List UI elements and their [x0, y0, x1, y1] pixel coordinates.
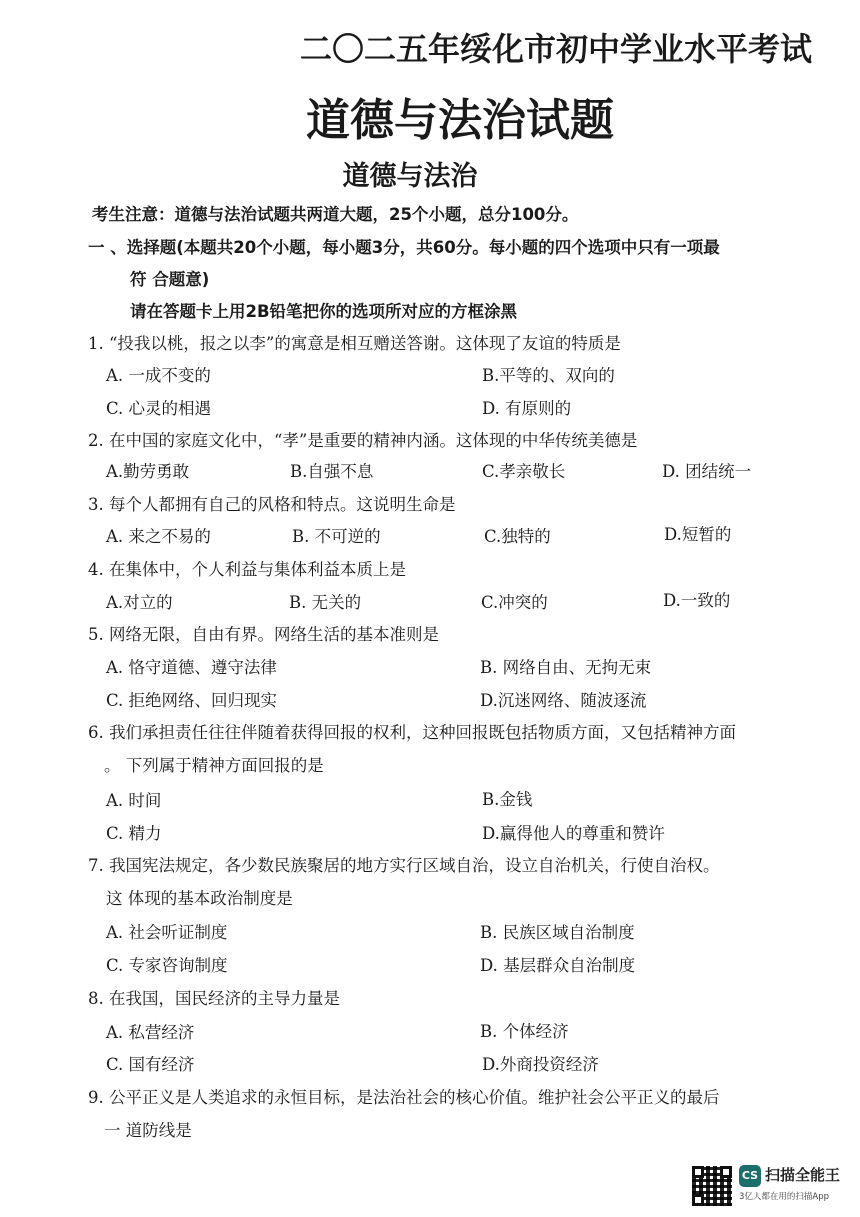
question-2: 2. 在中国的家庭文化中，“孝”是重要的精神内涵。这体现的中华传统美德是 — [88, 431, 638, 450]
option-4a: A.对立的 — [106, 593, 173, 612]
question-9: 9. 公平正义是人类追求的永恒目标，是法治社会的核心价值。维护社会公平正义的最后 — [88, 1088, 720, 1107]
option-3d: D.短暂的 — [664, 525, 732, 544]
watermark-tagline: 3亿人都在用的扫描App — [739, 1192, 830, 1202]
option-4c: C.冲突的 — [481, 593, 548, 612]
subject-title: 道德与法治 — [342, 161, 478, 192]
option-6b: B.金钱 — [482, 790, 533, 809]
option-8d: D.外商投资经济 — [482, 1055, 599, 1074]
option-7c: C. 专家咨询制度 — [106, 956, 228, 975]
option-4b: B. 无关的 — [289, 593, 362, 612]
option-2c: C.孝亲敬长 — [482, 462, 566, 481]
option-5c: C. 拒绝网络、回归现实 — [106, 691, 278, 710]
option-2d: D. 团结统一 — [662, 462, 752, 481]
option-5b: B. 网络自由、无拘无束 — [480, 658, 652, 677]
notice-text: 考生注意：道德与法治试题共两道大题，25个小题，总分100分。 — [92, 205, 579, 224]
section-heading: 一 、选择题(本题共20个小题，每小题3分，共60分。每小题的四个选项中只有一项最 — [88, 238, 720, 257]
option-1a: A. 一成不变的 — [106, 366, 211, 385]
question-6: 6. 我们承担责任往往伴随着获得回报的权利，这种回报既包括物质方面，又包括精神方面 — [88, 723, 736, 742]
option-8a: A. 私营经济 — [106, 1023, 195, 1042]
option-6a: A. 时间 — [106, 791, 162, 810]
option-8c: C. 国有经济 — [106, 1055, 195, 1074]
question-1: 1. “投我以桃，报之以李”的寓意是相互赠送答谢。这体现了友谊的特质是 — [88, 334, 621, 353]
paper-title: 道德与法治试题 — [306, 95, 614, 146]
option-8b: B. 个体经济 — [480, 1022, 569, 1041]
option-2a: A.勤劳勇敢 — [106, 462, 190, 481]
question-3: 3. 每个人都拥有自己的风格和特点。这说明生命是 — [88, 495, 456, 514]
question-6-cont: 。 下列属于精神方面回报的是 — [104, 756, 324, 775]
option-3c: C.独特的 — [484, 527, 551, 546]
exam-title: 二〇二五年绥化市初中学业水平考试 — [300, 30, 813, 68]
option-7d: D. 基层群众自治制度 — [480, 956, 636, 975]
question-7: 7. 我国宪法规定，各少数民族聚居的地方实行区域自治，设立自治机关，行使自治权。 — [88, 856, 720, 875]
option-3b: B. 不可逆的 — [292, 527, 381, 546]
question-7-cont: 这 体现的基本政治制度是 — [106, 889, 293, 908]
watermark-name: 扫描全能王 — [765, 1166, 841, 1184]
qr-code-icon — [692, 1166, 732, 1206]
option-5a: A. 恪守道德、遵守法律 — [106, 658, 277, 677]
option-2b: B.自强不息 — [290, 462, 374, 481]
section-instruction: 请在答题卡上用2B铅笔把你的选项所对应的方框涂黑 — [130, 302, 518, 321]
option-1c: C. 心灵的相遇 — [106, 399, 212, 418]
option-4d: D.一致的 — [663, 591, 731, 610]
option-7a: A. 社会听证制度 — [106, 923, 228, 942]
option-5d: D.沉迷网络、随波逐流 — [480, 691, 647, 710]
option-6c: C. 精力 — [106, 824, 162, 843]
option-3a: A. 来之不易的 — [106, 527, 211, 546]
option-7b: B. 民族区域自治制度 — [480, 923, 635, 942]
option-1d: D. 有原则的 — [482, 399, 572, 418]
question-8: 8. 在我国，国民经济的主导力量是 — [88, 989, 340, 1008]
section-heading-cont: 符 合题意) — [130, 270, 210, 289]
camscanner-logo-icon: CS — [739, 1165, 761, 1187]
question-4: 4. 在集体中，个人利益与集体利益本质上是 — [88, 560, 406, 579]
question-5: 5. 网络无限，自由有界。网络生活的基本准则是 — [88, 625, 439, 644]
option-1b: B.平等的、双向的 — [482, 366, 615, 385]
option-6d: D.赢得他人的尊重和赞许 — [482, 824, 665, 843]
question-9-cont: 一 道防线是 — [104, 1121, 192, 1140]
